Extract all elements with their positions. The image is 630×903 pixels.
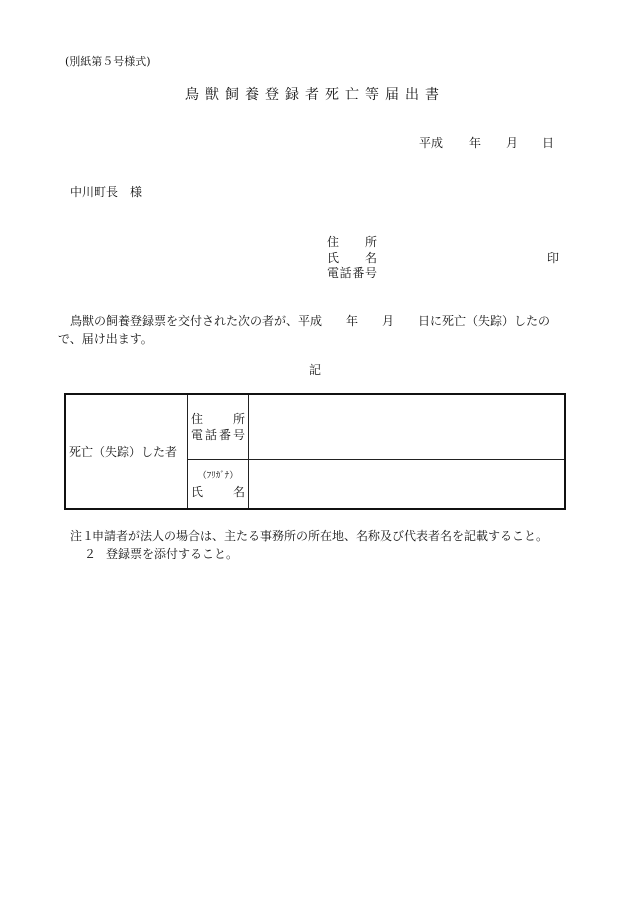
ki-heading: 記 (308, 363, 321, 377)
name-value-cell[interactable] (249, 460, 566, 510)
statement-text (58, 312, 568, 348)
name-label-cell (188, 460, 249, 510)
name-label: 氏名 (191, 485, 245, 499)
note-2-mark: ２ (84, 547, 97, 561)
row-header-cell (65, 394, 188, 509)
deceased-person-table (64, 393, 566, 510)
date-year-label: 年 (469, 136, 482, 150)
document-title: 鳥獣飼養登録者死亡等届出書 (185, 87, 445, 103)
applicant-name-label: 氏名 (327, 251, 377, 265)
addressee: 中川町長 様 (70, 185, 143, 199)
statement-line-2: で、届け出ます。 (58, 332, 153, 346)
phone-label: 電話番号 (191, 428, 245, 442)
note-1-mark: 注１ (70, 529, 95, 543)
address-label: 住所 (191, 412, 245, 426)
row-header-label: 死亡（失踪）した者 (69, 445, 178, 459)
note-2-text: 登録票を添付すること。 (106, 547, 239, 561)
note-1 (70, 527, 548, 544)
table-row (65, 394, 565, 460)
date-day-label: 日 (542, 136, 555, 150)
note-1-text: 申請者が法人の場合は、主たる事務所の所在地、名称及び代表者名を記載すること。 (92, 529, 549, 543)
address-phone-label-cell (188, 394, 249, 460)
seal-mark: 印 (547, 251, 560, 265)
date-era: 平成 (419, 136, 444, 150)
furigana-label: （ﾌﾘｶﾞﾅ） (197, 471, 239, 481)
applicant-phone-label: 電話番号 (327, 266, 377, 280)
form-number: (別紙第５号様式) (65, 55, 151, 68)
date-month-label: 月 (506, 136, 519, 150)
note-2 (84, 545, 238, 562)
applicant-address-label: 住所 (327, 235, 377, 249)
statement-line-1: 鳥獣の飼養登録票を交付された次の者が、平成 年 月 日に死亡（失踪）したの (70, 314, 551, 328)
address-phone-value-cell[interactable] (249, 394, 566, 460)
